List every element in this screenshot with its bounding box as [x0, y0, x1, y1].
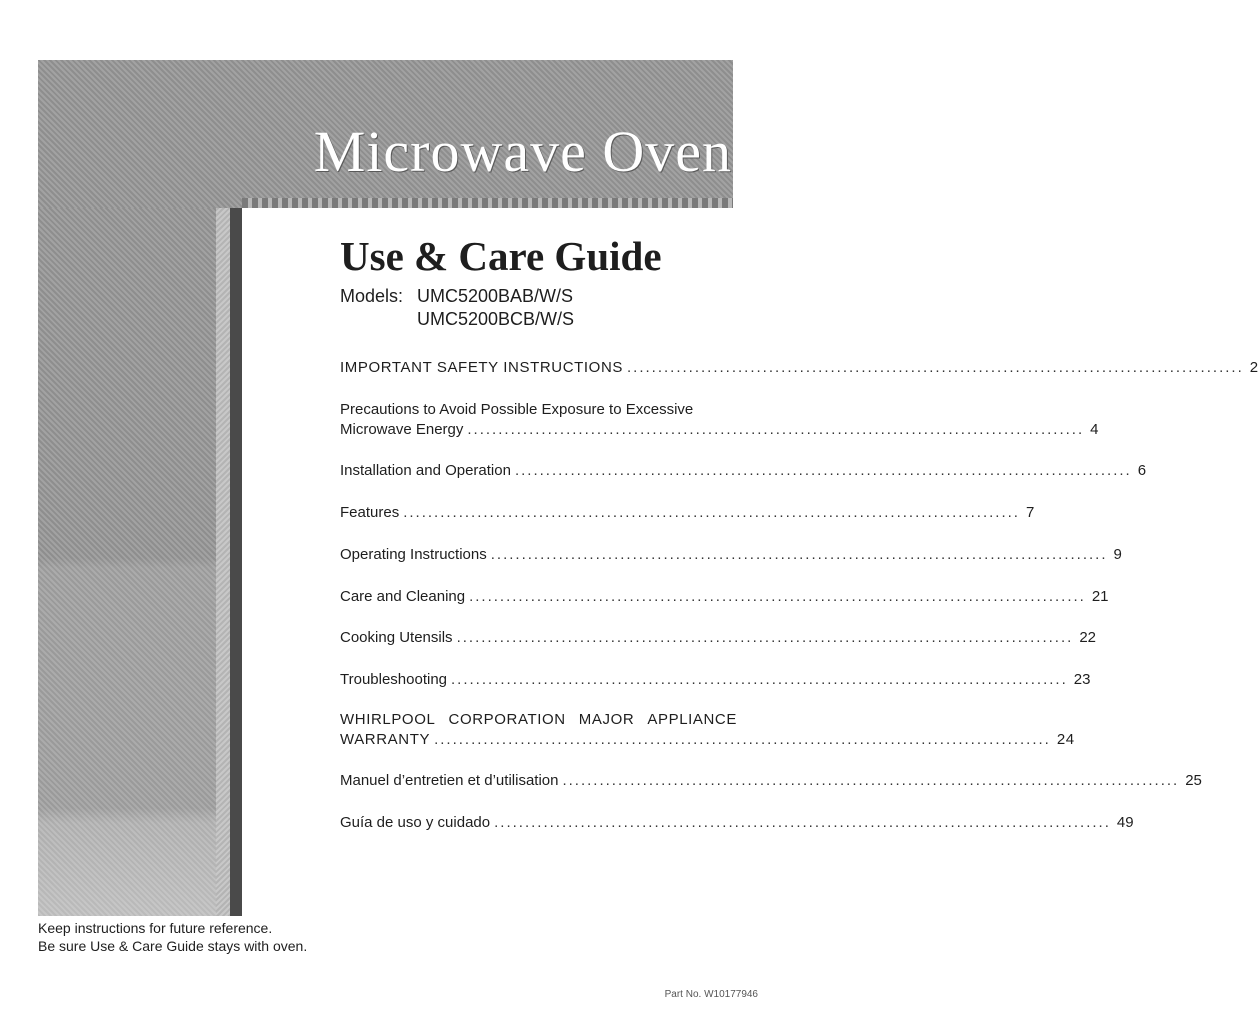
toc-leader: ....................................................................................................	[514, 462, 1132, 479]
toc-leader: ....................................................................................................	[403, 504, 1020, 521]
toc-leader: ....................................................................................................	[451, 671, 1068, 688]
model-number: UMC5200BCB/W/S	[417, 309, 575, 329]
toc-entry[interactable]	[340, 587, 1109, 607]
toc-entry-title-cont: WARRANTY	[340, 731, 431, 748]
part-number: Part No. W10177946	[664, 989, 758, 1000]
toc-entry-title: Care and Cleaning	[340, 588, 466, 605]
toc-entry-title: Operating Instructions	[340, 546, 487, 563]
guide-title: Use & Care Guide	[340, 233, 662, 279]
toc-entry-page: 6	[1137, 462, 1147, 479]
toc-entry-title: Cooking Utensils	[340, 629, 453, 646]
toc-entry-page: 9	[1113, 546, 1122, 563]
toc-entry[interactable]	[340, 628, 1096, 648]
toc-entry-title: Features	[340, 504, 400, 521]
toc-entry-page: 49	[1116, 814, 1134, 831]
toc-entry[interactable]	[340, 545, 1122, 565]
toc-entry-title: Troubleshooting	[340, 671, 448, 688]
toc-leader: ....................................................................................................	[434, 731, 1051, 748]
toc-entry-page: 22	[1079, 629, 1096, 646]
keep-instructions-note	[38, 919, 307, 955]
toc-entry-title-word: CORPORATION	[448, 711, 566, 728]
toc-entry-title: IMPORTANT SAFETY INSTRUCTIONS	[340, 359, 623, 376]
toc-leader: ....................................................................................................	[467, 421, 1085, 438]
toc-leader: ....................................................................................................	[626, 359, 1244, 376]
toc-leader: ....................................................................................................	[469, 588, 1086, 605]
toc-entry-title: Manuel d’entretien et d’utilisation	[340, 772, 559, 789]
toc-entry-page: 7	[1025, 504, 1035, 521]
models-label: Models:	[340, 286, 404, 306]
cover-title: Microwave Oven	[313, 119, 732, 184]
toc-entry[interactable]	[340, 813, 1134, 833]
toc-leader: ....................................................................................................	[490, 546, 1108, 563]
toc-entry-page: 2	[1249, 359, 1259, 376]
toc-entry-page: 25	[1185, 772, 1202, 789]
toc-entry[interactable]	[340, 670, 1091, 690]
model-number: UMC5200BAB/W/S	[417, 286, 574, 306]
toc-entry-title: Precautions to Avoid Possible Exposure to Excessive	[340, 401, 694, 418]
toc-entry-title-cont: Microwave Energy	[340, 421, 464, 438]
toc-entry-title-word: WHIRLPOOL	[340, 711, 436, 728]
cover-band-edge	[230, 208, 242, 916]
cover-band-left	[38, 208, 216, 916]
toc-entry[interactable]	[340, 461, 1147, 481]
toc-leader: ....................................................................................................	[494, 814, 1111, 831]
keep-note-line: Be sure Use & Care Guide stays with oven.	[38, 938, 308, 954]
toc-entry[interactable]	[340, 771, 1202, 791]
cover-band-stripe	[216, 208, 230, 916]
toc-entry-title-word: APPLIANCE	[647, 711, 737, 728]
toc-entry-title: Guía de uso y cuidado	[340, 814, 491, 831]
toc-entry[interactable]	[340, 358, 1259, 378]
cover-band-cut	[242, 198, 733, 208]
toc-entry-page: 4	[1090, 421, 1099, 438]
toc-entry[interactable]	[340, 400, 1099, 440]
toc-leader: ....................................................................................................	[562, 772, 1180, 789]
toc-leader: ....................................................................................................	[456, 629, 1074, 646]
toc-entry[interactable]	[340, 503, 1035, 523]
toc-entry-title-word: MAJOR	[578, 711, 635, 728]
toc-entry-title: Installation and Operation	[340, 462, 511, 479]
toc-entry-page: 23	[1073, 671, 1091, 688]
keep-note-line: Keep instructions for future reference.	[38, 920, 273, 936]
toc-entry-page: 24	[1056, 731, 1075, 748]
toc-entry-page: 21	[1091, 588, 1109, 605]
toc-entry[interactable]	[340, 710, 1075, 750]
